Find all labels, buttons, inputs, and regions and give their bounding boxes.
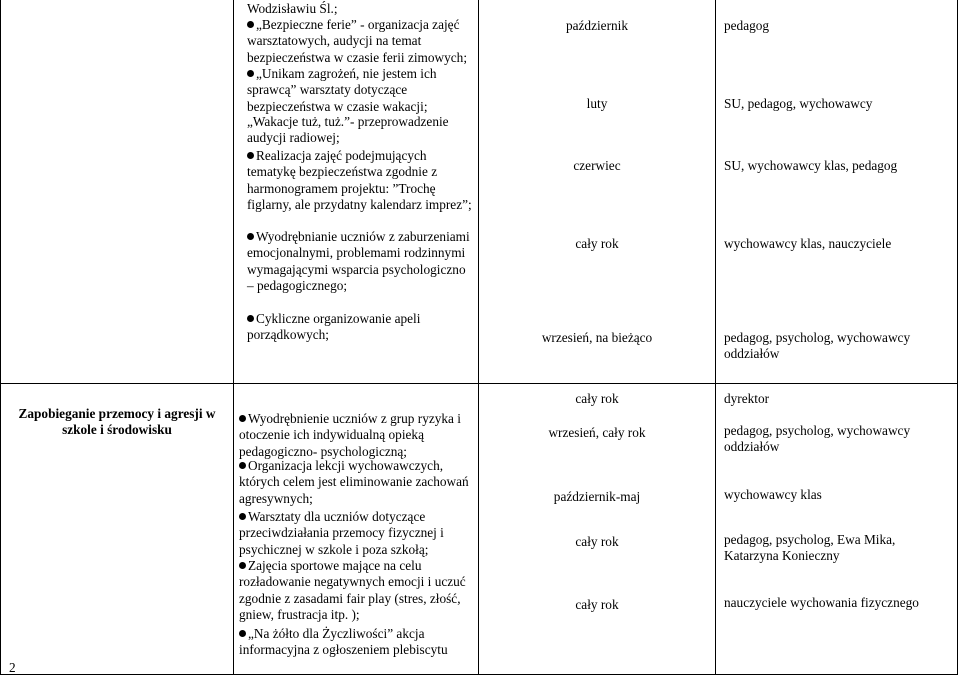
activity-text: Wyodrębnienie uczniów z grup ryzyka i otoczenie ich indywidualną opieką pedagogiczno- psychologiczną; bbox=[239, 411, 461, 459]
bullet-icon bbox=[239, 415, 246, 422]
term-cell: wrzesień, cały rok bbox=[548, 425, 646, 440]
row-number: 2 bbox=[9, 660, 16, 675]
bullet-icon bbox=[247, 315, 254, 322]
responsible-cell: pedagog bbox=[724, 18, 770, 33]
activity-item bbox=[239, 458, 473, 507]
responsible-cell: wychowawcy klas, nauczyciele bbox=[724, 236, 892, 251]
responsible-cell: pedagog, psycholog, wychowawcy oddziałów bbox=[724, 423, 911, 455]
activity-item bbox=[247, 148, 472, 213]
activity-text: Organizacja lekcji wychowawczych, których celem jest eliminowanie zachowań agresywnych; bbox=[239, 458, 469, 506]
bullet-icon bbox=[247, 152, 254, 159]
column-divider-1 bbox=[0, 0, 1, 675]
term-cell: październik-maj bbox=[553, 489, 641, 504]
term-cell: czerwiec bbox=[573, 158, 621, 173]
responsible-cell: wychowawcy klas bbox=[724, 487, 822, 502]
responsible-cell: SU, pedagog, wychowawcy bbox=[724, 96, 873, 111]
term-cell: cały rok bbox=[575, 534, 619, 549]
term-cell: cały rok bbox=[575, 597, 619, 612]
term-cell: październik bbox=[565, 18, 629, 33]
term-cell: cały rok bbox=[575, 391, 619, 406]
column-divider-5 bbox=[957, 0, 958, 675]
responsible-cell: dyrektor bbox=[724, 391, 770, 406]
activity-text: Warsztaty dla uczniów dotyczące przeciwdziałania przemocy fizycznej i psychicznej w szkole i poza szkołą; bbox=[239, 509, 444, 557]
activity-item bbox=[247, 229, 472, 294]
bullet-icon bbox=[247, 233, 254, 240]
responsible-cell: nauczyciele wychowania fizycznego bbox=[724, 595, 919, 610]
activity-text: „Bezpieczne ferie” - organizacja zajęć warsztatowych, audycji na temat bezpieczeństwa w czasie ferii zimowych; bbox=[247, 17, 468, 65]
area-title: Zapobieganie przemocy i agresji w szkole i środowisku bbox=[18, 406, 216, 438]
activity-text: Cykliczne organizowanie apeli porządkowych; bbox=[247, 311, 421, 343]
activity-item bbox=[247, 66, 472, 115]
activity-text: „Wakacje tuż, tuż.”- przeprowadzenie audycji radiowej; bbox=[247, 114, 449, 146]
bullet-icon bbox=[247, 21, 254, 28]
activity-item bbox=[247, 311, 472, 344]
activity-text: „Na żółto dla Życzliwości” akcja informacyjna z ogłoszeniem plebiscytu bbox=[239, 626, 448, 658]
bullet-icon bbox=[239, 630, 246, 637]
responsible-cell: pedagog, psycholog, wychowawcy oddziałów bbox=[724, 330, 911, 362]
term-cell: luty bbox=[586, 96, 608, 111]
term-cell: wrzesień, na bieżąco bbox=[541, 330, 653, 345]
column-divider-4 bbox=[715, 0, 716, 675]
activity-text: „Unikam zagrożeń, nie jestem ich sprawcą” warsztaty dotyczące bezpieczeństwa w czasie wakacji; bbox=[247, 66, 437, 114]
bullet-icon bbox=[239, 562, 246, 569]
bullet-icon bbox=[239, 462, 246, 469]
activity-item bbox=[247, 17, 472, 66]
bullet-icon bbox=[239, 513, 246, 520]
activity-item bbox=[239, 626, 473, 659]
activity-text: Wyodrębnianie uczniów z zaburzeniami emocjonalnymi, problemami rodzinnymi wymagającymi wsparcia psychologiczno – pedagogicznego; bbox=[247, 229, 470, 293]
responsible-cell: pedagog, psycholog, Ewa Mika, Katarzyna Konieczny bbox=[724, 532, 896, 564]
activity-item bbox=[239, 509, 473, 558]
activity-text: Realizacja zajęć podejmujących tematykę bezpieczeństwa zgodnie z harmonogramem projektu: ”Trochę figlarny, ale przydatny kalendarz imprez”; bbox=[247, 148, 472, 212]
activity-item bbox=[239, 411, 473, 460]
bullet-icon bbox=[247, 70, 254, 77]
activity-text: Wodzisławiu Śl.; bbox=[247, 1, 338, 16]
row-divider bbox=[0, 383, 958, 384]
column-divider-3 bbox=[478, 0, 479, 675]
column-divider-2 bbox=[233, 0, 234, 675]
activity-text: Zajęcia sportowe mające na celu rozładowanie negatywnych emocji i uczuć zgodnie z zasadami fair play (stres, złość, gniew, frustracja itp. ); bbox=[239, 558, 466, 622]
term-cell: cały rok bbox=[575, 236, 619, 251]
activity-item bbox=[239, 558, 473, 623]
responsible-cell: SU, wychowawcy klas, pedagog bbox=[724, 158, 898, 173]
